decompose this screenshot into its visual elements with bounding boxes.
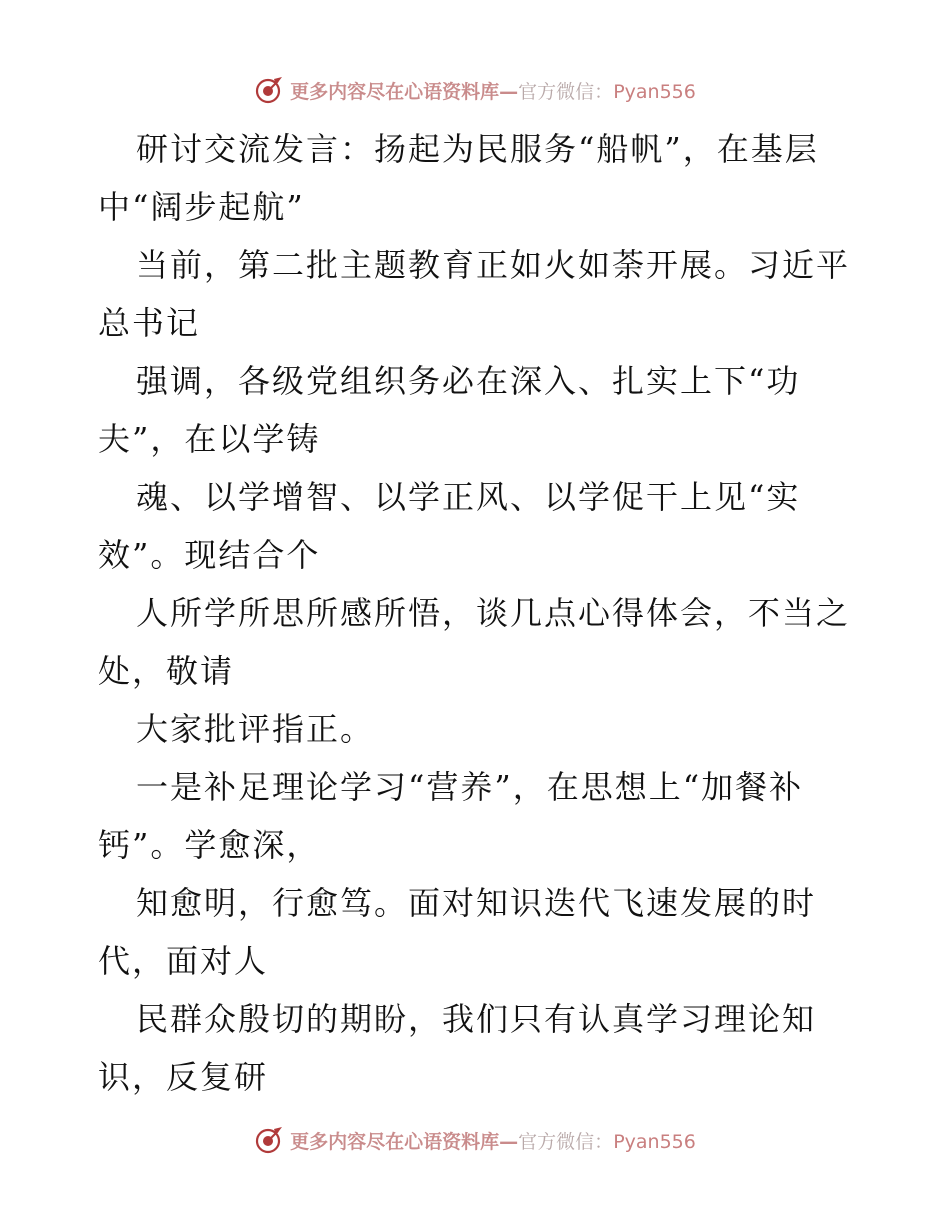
doc-line-6: 夫”，在以学铸 <box>98 420 321 458</box>
footer-wechat-label: 官方微信： <box>518 1130 614 1153</box>
doc-line-3: 当前，第二批主题教育正如火如荼开展。习近平 <box>136 246 851 284</box>
document-body <box>98 120 858 1106</box>
footer-brand-text: 更多内容尽在心语资料库 <box>290 1130 500 1153</box>
doc-line-4: 总书记 <box>98 304 201 342</box>
header-text <box>290 77 696 104</box>
footer-text <box>290 1127 696 1154</box>
doc-line-9: 人所学所思所感所悟，谈几点心得体会，不当之 <box>136 594 851 632</box>
doc-line-15: 代，面对人 <box>98 942 269 980</box>
header-brand-text: 更多内容尽在心语资料库 <box>290 80 500 103</box>
doc-line-11: 大家批评指正。 <box>136 710 375 748</box>
doc-line-7: 魂、以学增智、以学正风、以学促干上见“实 <box>136 478 801 516</box>
header-banner <box>0 70 950 110</box>
quill-logo-icon <box>254 1125 284 1155</box>
footer-dash: — <box>499 1130 519 1153</box>
header-dash: — <box>499 80 519 103</box>
doc-line-12: 一是补足理论学习“营养”，在思想上“加餐补 <box>136 768 804 806</box>
header-wechat-id: Pyan556 <box>613 80 696 103</box>
doc-line-14: 知愈明，行愈笃。面对知识迭代飞速发展的时 <box>136 884 817 922</box>
quill-logo-icon <box>254 75 284 105</box>
doc-line-17: 识，反复研 <box>98 1058 269 1096</box>
doc-line-8: 效”。现结合个 <box>98 536 321 574</box>
header-wechat-label: 官方微信： <box>518 80 614 103</box>
footer-wechat-id: Pyan556 <box>613 1130 696 1153</box>
doc-line-5: 强调，各级党组织务必在深入、扎实上下“功 <box>136 362 801 400</box>
doc-line-2: 中“阔步起航” <box>98 188 305 226</box>
doc-line-1: 研讨交流发言：扬起为民服务“船帆”，在基层 <box>136 130 819 168</box>
doc-line-16: 民群众殷切的期盼，我们只有认真学习理论知 <box>136 1000 817 1038</box>
doc-line-13: 钙”。学愈深， <box>98 826 321 864</box>
doc-line-10: 处，敬请 <box>98 652 235 690</box>
footer-banner <box>0 1120 950 1160</box>
